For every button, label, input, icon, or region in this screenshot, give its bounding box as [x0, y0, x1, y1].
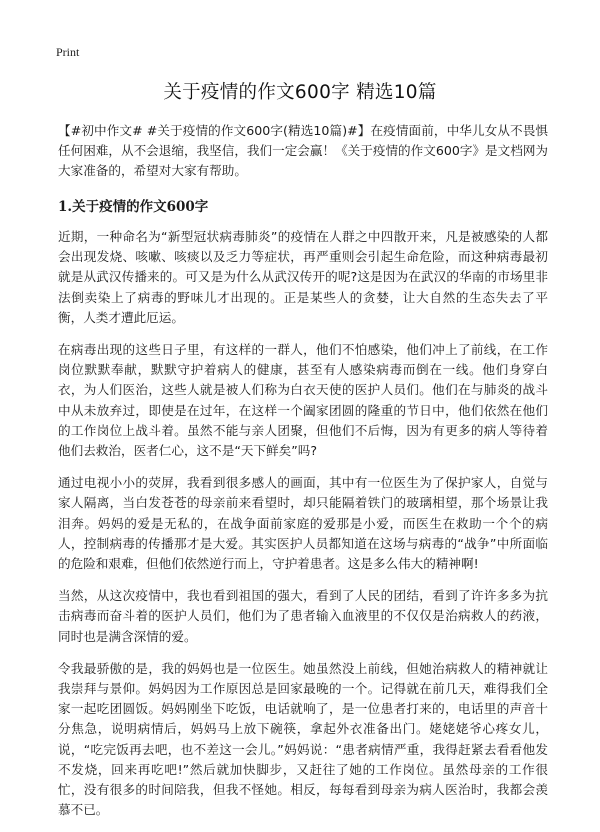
document-body — [58, 121, 548, 832]
body-paragraph-1: 近期，一种命名为“新型冠状病毒肺炎”的疫情在人群之中四散开来，凡是被感染的人都会出现发烧、咳嗽、咳痰以及乏力等症状，再严重则会引起生命危险，而这种病毒最初就是从武汉传播来的。可又是为什么从武汉传开的呢?这是因为在武汉的华南的市场里非法倒卖染上了病毒的野味儿才出现的。正是某些人的贪婪，让大自然的生态失去了平衡，人类才遭此厄运。 — [58, 229, 548, 325]
body-paragraph-5: 令我最骄傲的是，我的妈妈也是一位医生。她虽然没上前线，但她治病救人的精神就让我崇拜与景仰。妈妈因为工作原因总是回家最晚的一个。记得就在前几天，难得我们全家一起吃团圆饭。妈妈刚坐下吃饭，电话就响了，是一位患者打来的，电话里的声音十分焦急，说明病情后，妈妈马上放下碗筷，拿起外衣准备出门。姥姥姥爷心疼女儿，说，“吃完饭再去吧，也不差这一会儿。”妈妈说：“患者病情严重，我得赶紧去看看他发不发烧，回来再吃吧!”然后就加快脚步，又赶往了她的工作岗位。虽然母亲的工作很忙，没有很多的时间陪我，但我不怪她。相反，每每看到母亲为病人医治时，我都会羡慕不已。 — [58, 660, 548, 818]
section-heading: 1.关于疫情的作文600字 — [58, 199, 209, 215]
page-title: 关于疫情的作文600字 精选10篇 — [163, 82, 437, 103]
intro-paragraph: 【#初中作文# #关于疫情的作文600字(精选10篇)#】在疫情面前，中华儿女从不畏惧任何困难，从不会退缩，我坚信，我们一定会赢！《关于疫情的作文600字》是文档网为大家准备的，希望对大家有帮助。 — [58, 123, 549, 178]
body-paragraph-4: 当然，从这次疫情中，我也看到祖国的强大，看到了人民的团结，看到了许许多多为抗击病毒而奋斗着的医护人员们，他们为了患者输入血液里的不仅仅是治病救人的药液，同时也是满含深情的爱。 — [58, 588, 548, 644]
body-paragraph-3: 通过电视小小的荧屏，我看到很多感人的画面，其中有一位医生为了保护家人，自觉与家人隔离，当白发苍苍的母亲前来看望时，却只能隔着铁门的玻璃相望，那个场景让我泪奔。妈妈的爱是无私的，在战争面前家庭的爱那是小爱，而医生在救助一个个的病人，控制病毒的传播那才是大爱。其实医护人员都知道在这场与病毒的“战争”中所面临的危险和艰难，但他们依然逆行而上，守护着患者。这是多么伟大的精神啊! — [58, 475, 548, 572]
print-label: Print — [56, 45, 80, 59]
body-paragraph-2: 在病毒出现的这些日子里，有这样的一群人，他们不怕感染，他们冲上了前线，在工作岗位默默奉献，默默守护着病人的健康，甚至有人感染病毒而倒在一线。他们身穿白衣，为人们医治，这些人就是被人们称为白衣天使的医护人员们。他们在与肺炎的战斗中从未放弃过，即使是在过年，在这样一个阖家团圆的隆重的节日中，他们依然在他们的工作岗位上战斗着。虽然不能与亲人团聚，但他们不后悔，因为有更多的病人等待着他们去救治，医者仁心，这不是“天下鲜矣”吗? — [58, 342, 548, 459]
